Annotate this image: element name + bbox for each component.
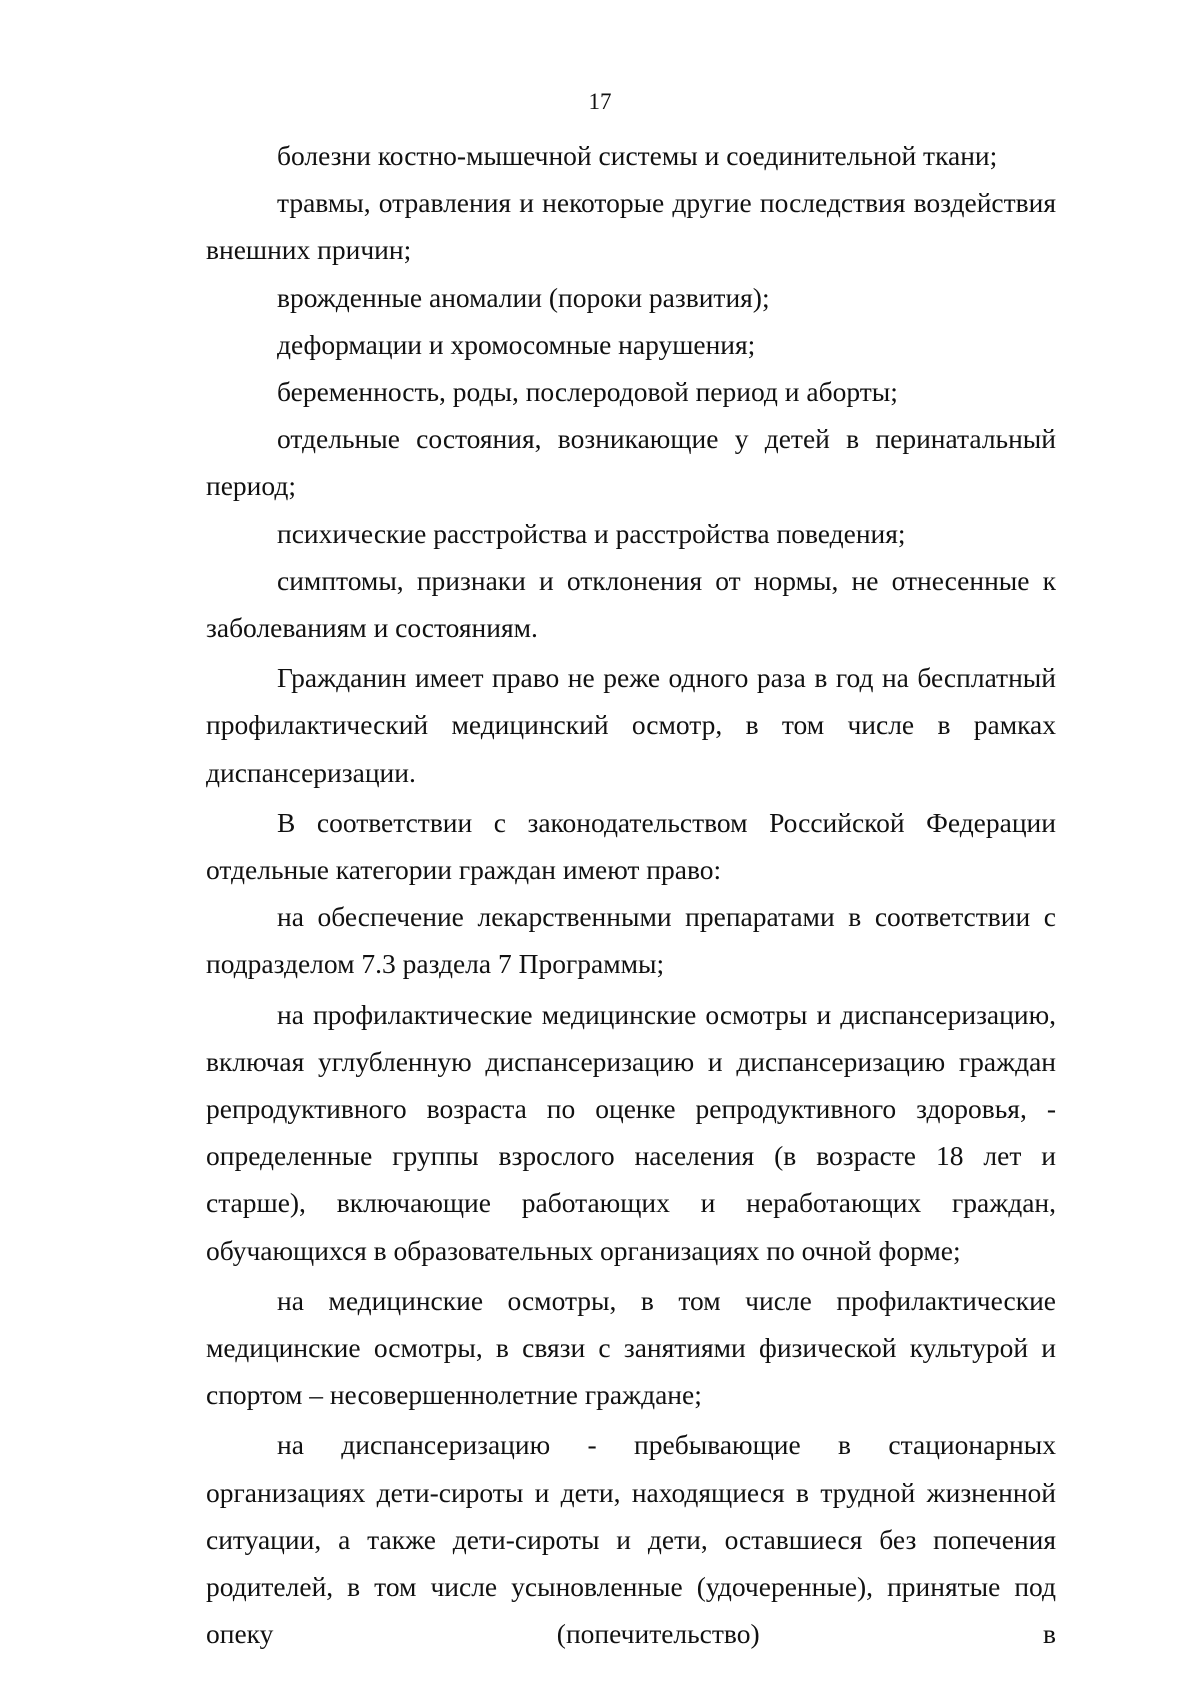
list-item-mental: психические расстройства и расстройства поведения;: [277, 517, 906, 549]
list-item-pregnancy: беременность, роды, послеродовой период и аборты;: [277, 376, 898, 408]
right-preventive-exams: на профилактические медицинские осмотры и диспансеризацию, включая углубленную диспансеризацию и диспансеризацию граждан репродуктивного возраста по оценке репродуктивного здоровья, - определенные группы взрослого населения (в возрасте 18 лет и старше), включающие работающих и неработающих граждан, обучающихся в образовательных организациях по очной форме;: [206, 998, 1056, 1266]
list-item-chromosomal: деформации и хромосомные нарушения;: [277, 328, 756, 360]
page-number: 17: [588, 89, 612, 114]
list-item-symptoms: симптомы, признаки и отклонения от нормы, не отнесенные к заболеваниям и состояниям.: [206, 564, 1056, 644]
right-minor-sport-exams: на медицинские осмотры, в том числе профилактические медицинские осмотры, в связи с занятиями физической культурой и спортом – несовершеннолетние граждане;: [206, 1284, 1056, 1411]
list-item-injuries: травмы, отравления и некоторые другие последствия воздействия внешних причин;: [206, 187, 1056, 266]
list-item-perinatal: отдельные состояния, возникающие у детей в перинатальный период;: [206, 423, 1056, 502]
paragraph-annual-checkup: Гражданин имеет право не реже одного раза в год на бесплатный профилактический медицинский осмотр, в том числе в рамках диспансеризации.: [206, 662, 1056, 788]
list-item-congenital: врожденные аномалии (пороки развития);: [277, 281, 770, 313]
list-item-musculoskeletal: болезни костно-мышечной системы и соединительной ткани;: [277, 140, 998, 171]
document-body: [206, 132, 1056, 1658]
paragraph-categories-intro: В соответствии с законодательством Российской Федерации отдельные категории граждан имеют право:: [206, 806, 1056, 886]
right-medicines: на обеспечение лекарственными препаратами в соответствии с подразделом 7.3 раздела 7 Программы;: [206, 901, 1056, 980]
right-orphan-dispensary: на диспансеризацию - пребывающие в стационарных организациях дети-сироты и дети, находящиеся в трудной жизненной ситуации, а также дети-сироты и дети, оставшиеся без попечения родителей, в том числе усыновленные (удочеренные), принятые под опеку (попечительство) в: [206, 1429, 1056, 1650]
